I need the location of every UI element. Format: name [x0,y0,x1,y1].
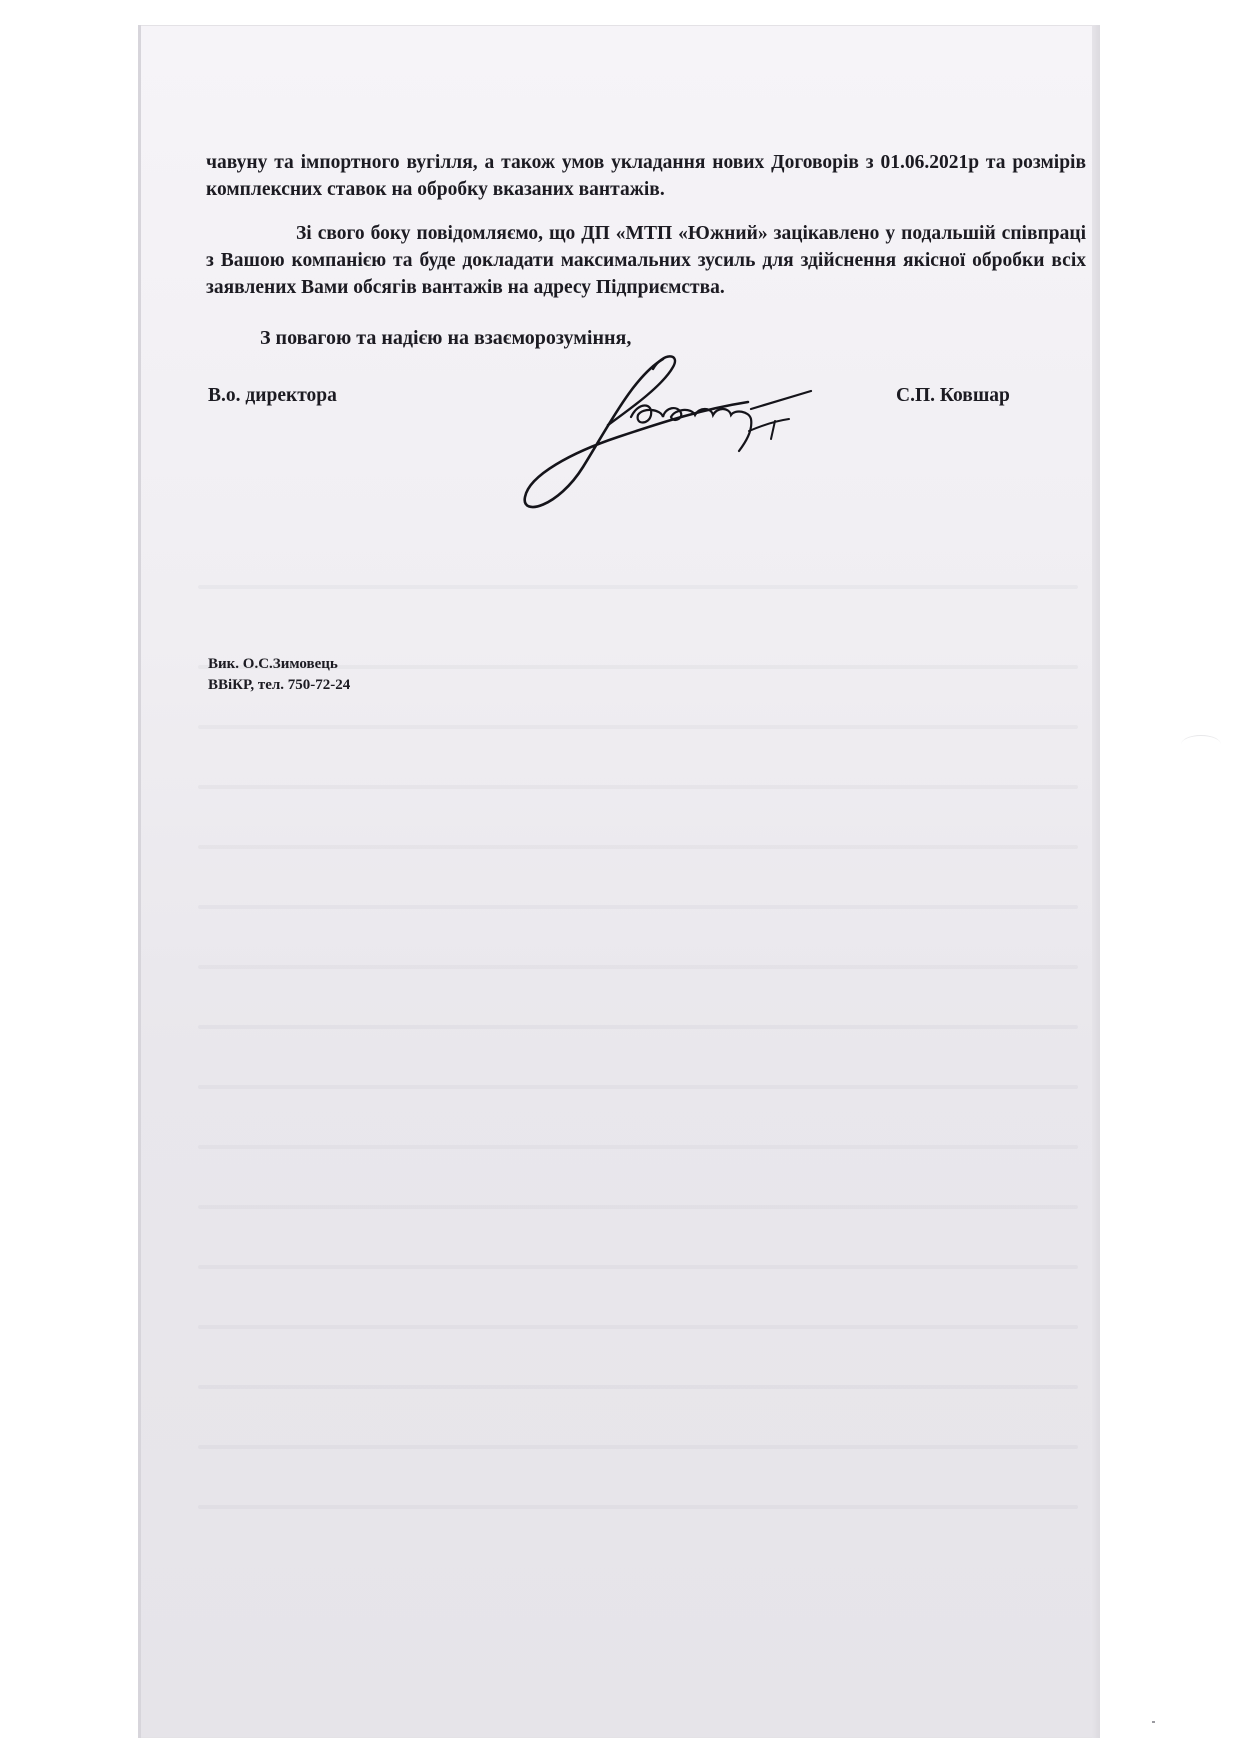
bleed-through-line [198,1205,1078,1209]
body-paragraph-1: чавуну та імпортного вугілля, а також умов укладання нових Договорів з 01.06.2021р та розмірів комплексних ставок на обробку вказаних вантажів. [206,152,1086,200]
executor-block [208,654,350,696]
bleed-through-line [198,1145,1078,1149]
scan-edge-mark [1181,735,1221,754]
letter-sheet [138,25,1100,1738]
bleed-through-line [198,1085,1078,1089]
bleed-through-line [198,1505,1078,1509]
signatory-name: С.П. Ковшар [896,385,1010,406]
body-paragraph-2 [206,220,1086,301]
bleed-through-line [198,845,1078,849]
scan-dust-speck [1152,1721,1155,1723]
bleed-through-line [198,1385,1078,1389]
bleed-through-line [198,1265,1078,1269]
bleed-through-line [198,1325,1078,1329]
executor-line: Вик. О.С.Зимовець [208,656,338,672]
bleed-through-line [198,1445,1078,1449]
bleed-through-line [198,965,1078,969]
bleed-through-line [198,905,1078,909]
sheet-left-edge [138,25,141,1738]
signatory-role: В.о. директора [208,385,337,406]
bleed-through-line [198,725,1078,729]
bleed-through-line [198,785,1078,789]
executor-contact: ВВіКР, тел. 750-72-24 [208,677,351,693]
bleed-through-line [198,585,1078,589]
signature-icon [513,347,833,532]
body-paragraph-2-text: Зі свого боку повідомляємо, що ДП «МТП «Южний» зацікавлено у подальшій співпраці з Вашою компанією та буде докладати максимальних зусиль для здійснення якісної обробки всіх заявлених Вами обсягів вантажів на адресу Підприємства. [206,223,1086,298]
bleed-through-line [198,1025,1078,1029]
sheet-right-edge [1092,25,1100,1738]
closing-phrase: З повагою та надією на взаєморозуміння, [260,327,632,349]
